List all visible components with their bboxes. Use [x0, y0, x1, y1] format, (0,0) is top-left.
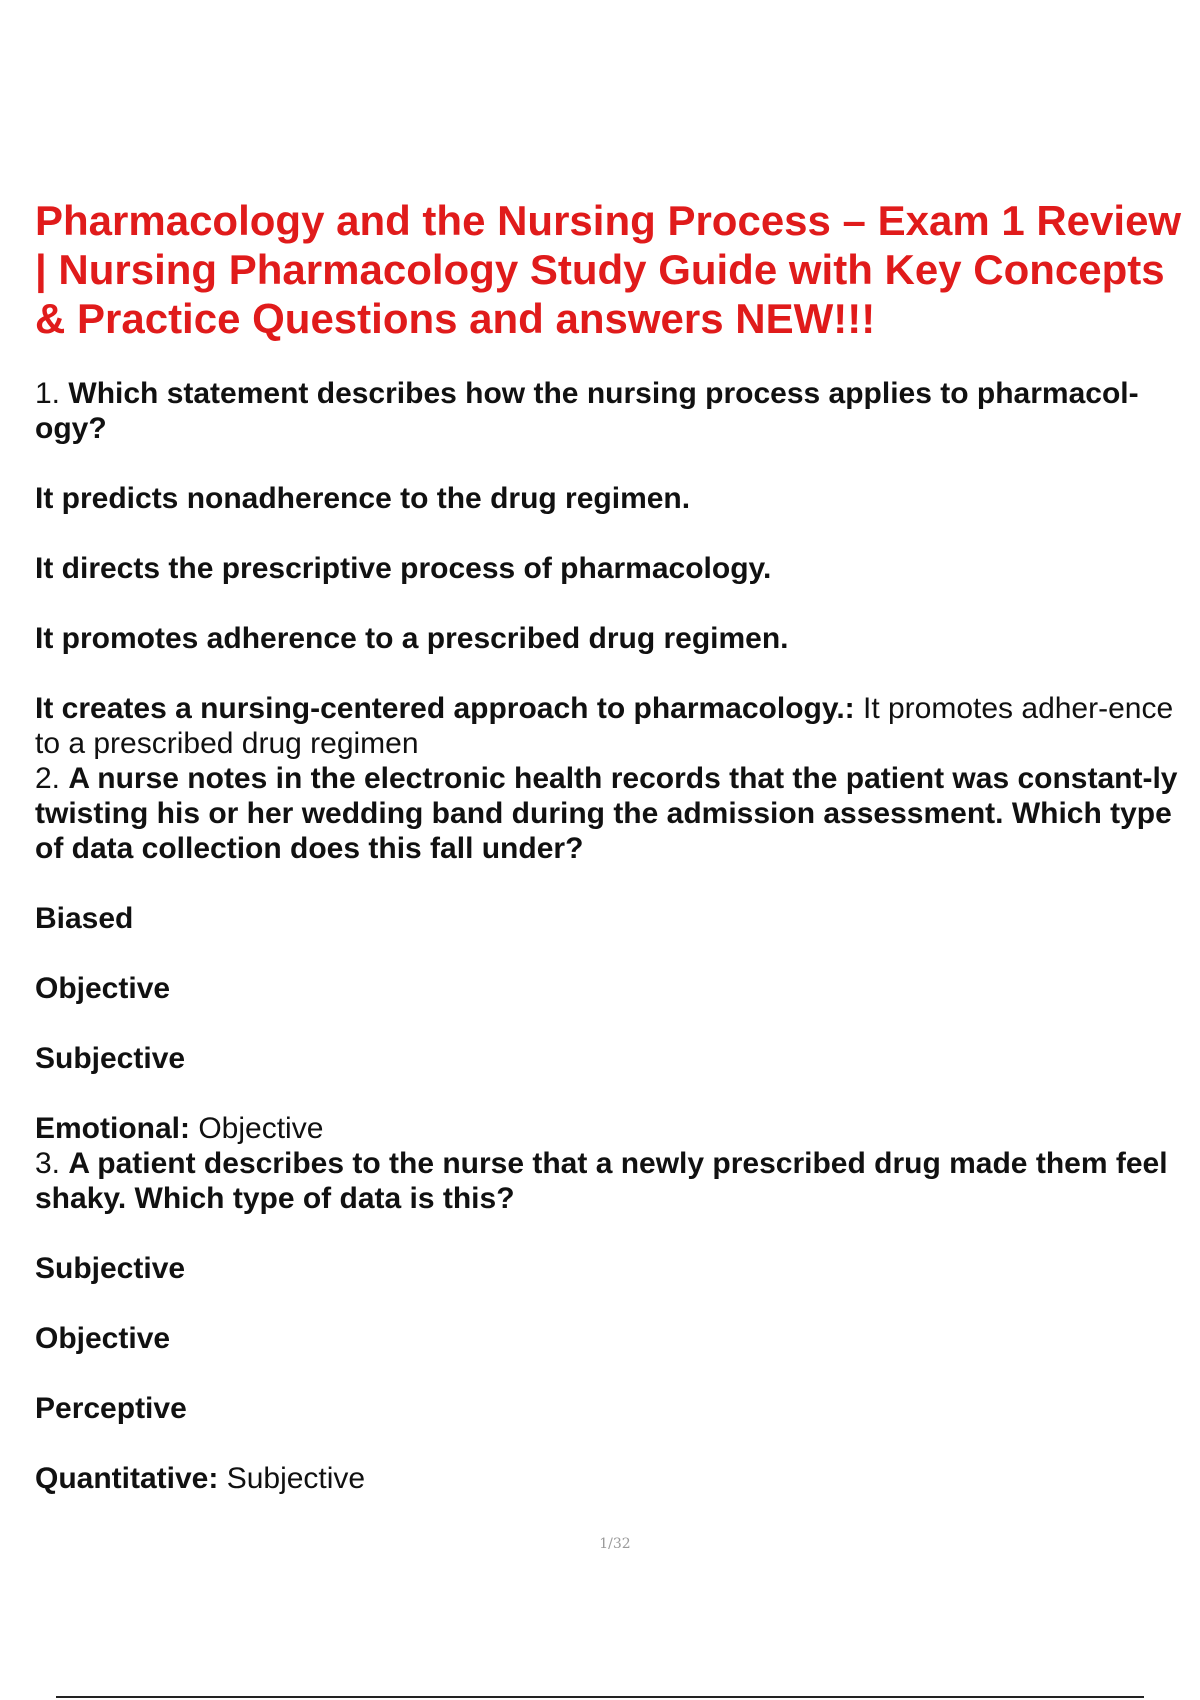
correct-answer: Objective — [198, 1112, 324, 1145]
question-3-stem — [35, 1146, 1200, 1216]
answer-option: Objective — [35, 972, 171, 1005]
answer-option: Biased — [35, 902, 134, 935]
answer-option-with-answer — [35, 1461, 1200, 1496]
answer-option: Quantitative: — [35, 1462, 219, 1495]
answer-option-with-answer — [35, 1111, 1200, 1146]
question-text: Which statement describes how the nursing process applies to pharmacol-ogy? — [35, 377, 1139, 445]
question-3 — [35, 1146, 1200, 1496]
answer-option: It directs the prescriptive process of pharmacology. — [35, 552, 772, 585]
question-number: 1. — [35, 377, 61, 410]
question-number: 2. — [35, 762, 61, 795]
answer-option: Perceptive — [35, 1392, 187, 1425]
answer-option: It predicts nonadherence to the drug regimen. — [35, 482, 691, 515]
answer-option: It promotes adherence to a prescribed drug regimen. — [35, 622, 789, 655]
answer-option: Objective — [35, 1322, 171, 1355]
answer-option: Subjective — [35, 1252, 186, 1285]
answer-option: Subjective — [35, 1042, 186, 1075]
page-number: 1/32 — [599, 1536, 631, 1552]
footer-divider — [56, 1696, 1144, 1698]
question-text: A patient describes to the nurse that a newly prescribed drug made them feel shaky. Which type of data is this? — [35, 1147, 1168, 1215]
question-1 — [35, 376, 1200, 761]
question-list — [35, 376, 1200, 1496]
document-title: Pharmacology and the Nursing Process – Exam 1 Review | Nursing Pharmacology Study Guide with Key Concepts & Practice Questions and answers NEW!!! — [35, 197, 1182, 342]
answer-option-with-answer — [35, 691, 1200, 761]
answer-option: It creates a nursing-centered approach to pharmacology.: — [35, 692, 855, 725]
correct-answer: It promotes adher-ence to a prescribed drug regimen — [35, 692, 1174, 760]
answer-option: Emotional: — [35, 1112, 190, 1145]
question-2 — [35, 761, 1200, 1146]
question-1-stem — [35, 376, 1200, 446]
correct-answer: Subjective — [226, 1462, 366, 1495]
question-2-stem — [35, 761, 1200, 866]
question-text: A nurse notes in the electronic health records that the patient was constant-ly twisting his or her wedding band during the admission assessment. Which type of data collection does this fall under? — [35, 762, 1178, 865]
question-number: 3. — [35, 1147, 61, 1180]
